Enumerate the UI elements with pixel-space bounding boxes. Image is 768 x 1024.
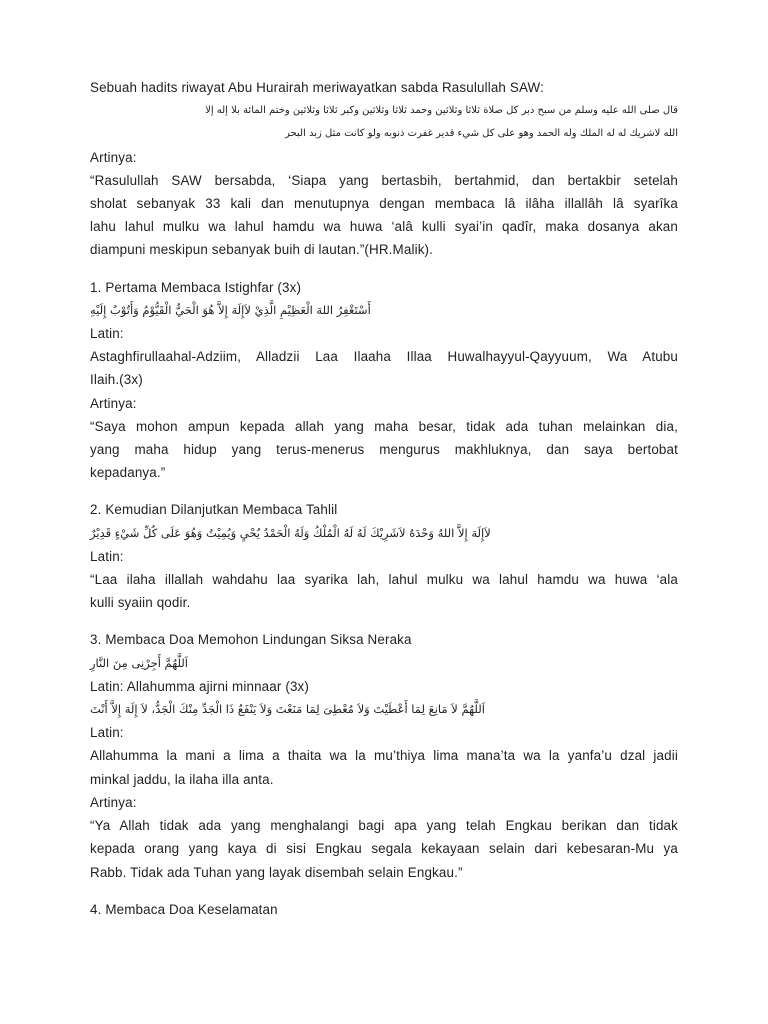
section-3-artinya-label: Artinya: — [90, 794, 137, 810]
section-3-translation-line-2: kepada orang yang kaya di sisi Engkau segala kekayaan selain dari kebesaran-Mu ya — [90, 841, 678, 857]
section-1-translation-line-3: kepadanya.” — [90, 465, 166, 481]
section-1-arabic: أَسْتَغْفِرُ اللهَ الْعَظِيْمِ الَّذِيْ لاَإِلَهَ إِلاَّ هُوَ الْحَيُّ الْقَيُّوْمُ وَأَتُوْبُ إِلَيْهِ — [90, 302, 371, 317]
intro-title: Sebuah hadits riwayat Abu Hurairah meriwayatkan sabda Rasulullah SAW: — [90, 80, 544, 95]
section-1-latin-label: Latin: — [90, 326, 124, 342]
section-4-heading: 4. Membaca Doa Keselamatan — [90, 901, 278, 917]
section-1-latin-line-2: Ilaih.(3x) — [90, 372, 143, 388]
section-2-latin-line-1: “Laa ilaha illallah wahdahu laa syarika lah, lahul mulku wa lahul hamdu wa huwa ‘ala — [90, 572, 678, 588]
section-1-artinya-label: Artinya: — [90, 395, 137, 411]
section-3-translation-line-3: Rabb. Tidak ada Tuhan yang layak disembah selain Engkau.” — [90, 864, 463, 880]
section-3-heading: 3. Membaca Doa Memohon Lindungan Siksa Neraka — [90, 632, 412, 648]
intro-arabic-line-2: الله لاشريك له له الملك وله الحمد وهو على كل شيء قدير غفرت ذنوبه ولو كانت مثل زبد البحر — [284, 128, 678, 140]
intro-arabic-line-1: قال صلى الله عليه وسلم من سبح دبر كل صلاة ثلاثا وثلاثين وحمد ثلاثا وثلاثين وكبر ثلاثا وثلاثين وختم المائة بلا إله إلا — [205, 105, 678, 117]
section-1-translation-line-2: yang maha hidup yang terus-menerus mengurus makhluknya, dan saya bertobat — [90, 442, 678, 458]
section-2-arabic: لاَإِلَهَ إِلاَّ اللهُ وَحْدَهُ لاَشَرِيْكَ لَهُ لَهُ الْمُلْكُ وَلَهُ الْحَمْدُ يُحْيِ وَيُمِيْتُ وَهُوَ عَلَى كُلِّ شَيْءٍ قَدِيْرٌ — [90, 525, 491, 540]
section-3-arabic-2: اَللَّهُمَّ لاَ مَانِعَ لِمَا أَعْطَيْتَ وَلاَ مُعْطِىَ لِمَا مَنَعْتَ وَلاَ يَنْفَعُ ذَا الْجَدِّ مِنْكَ الْجَدُّ، لاَ إِلَهَ إِلاَّ أَنْتَ — [90, 702, 485, 717]
section-1-heading: 1. Pertama Membaca Istighfar (3x) — [90, 279, 302, 295]
section-3-translation-line-1: “Ya Allah tidak ada yang menghalangi bagi apa yang telah Engkau berikan dan tidak — [90, 818, 678, 834]
section-2-latin-label: Latin: — [90, 548, 124, 564]
intro-artinya-label: Artinya: — [90, 149, 137, 165]
section-3-arabic-1: اَللَّهُمَّ أَجِرْنِى مِنَ النَّارِ — [90, 655, 189, 670]
section-3-latin-line-1: Allahumma la mani a lima a thaita wa la mu’thiya lima mana’ta wa la yanfa’u dzal jadii — [90, 748, 678, 764]
intro-translation-line-4: diampuni meskipun sebanyak buih di lautan.”(HR.Malik). — [90, 242, 434, 258]
intro-translation-line-1: “Rasulullah SAW bersabda, ‘Siapa yang bertasbih, bertahmid, dan bertakbir setelah — [90, 172, 678, 188]
section-3-latin-1: Latin: Allahumma ajirni minnaar (3x) — [90, 678, 309, 694]
section-2-heading: 2. Kemudian Dilanjutkan Membaca Tahlil — [90, 502, 338, 518]
section-2-latin-line-2: kulli syaiin qodir. — [90, 595, 191, 611]
document-content — [90, 76, 678, 921]
intro-translation-line-2: sholat sebanyak 33 kali dan menutupnya dengan membaca lâ ilâha illallâh lâ syarîka — [90, 196, 678, 212]
section-1-latin-line-1: Astaghfirullaahal-Adziim, Alladzii Laa Ilaaha Illaa Huwalhayyul-Qayyuum, Wa Atubu — [90, 349, 678, 365]
section-3-latin-label: Latin: — [90, 725, 124, 741]
intro-translation-line-3: lahu lahul mulku wa lahul hamdu wa huwa ‘alâ kulli syai’in qadîr, maka dosanya akan — [90, 219, 678, 235]
section-3-latin-line-2: minkal jaddu, la ilaha illa anta. — [90, 771, 274, 787]
section-1-translation-line-1: “Saya mohon ampun kepada allah yang maha besar, tidak ada tuhan melainkan dia, — [90, 418, 678, 434]
